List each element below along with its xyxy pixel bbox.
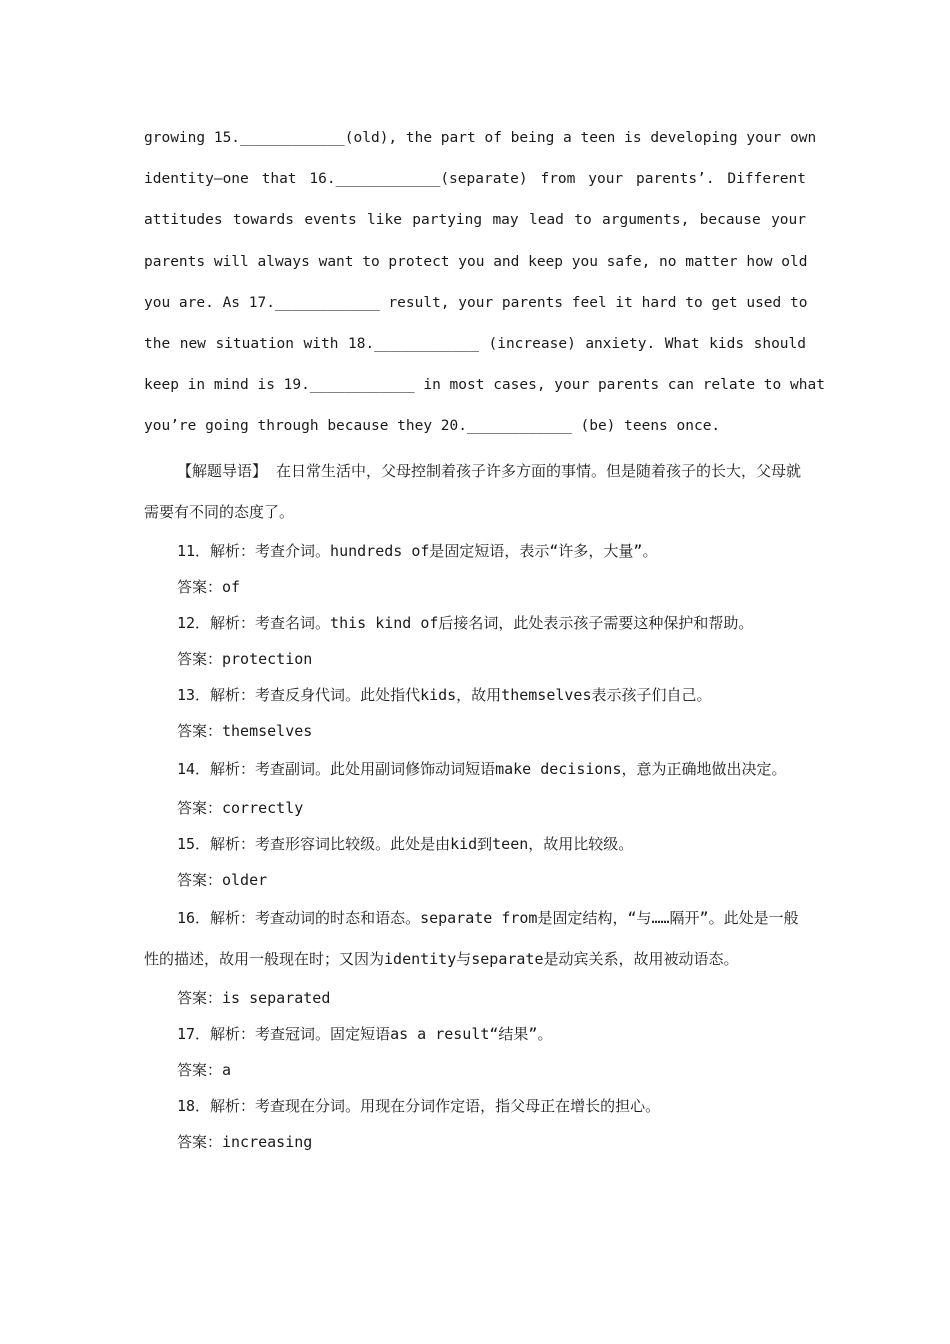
passage-line: the new situation with 18.____________ (increase) anxiety. What kids should	[144, 335, 806, 352]
passage-line: you’re going through because they 20.____________ (be) teens once.	[144, 418, 721, 435]
analysis-item-12: 12．解析：考查名词。this kind of后接名词，此处表示孩子需要这种保护和帮助。	[177, 614, 754, 632]
guide-paragraph: 【解题导语】 在日常生活中，父母控制着孩子许多方面的事情。但是随着孩子的长大，父母就需要有不同的态度了。	[144, 462, 802, 521]
analysis-item-15: 15．解析：考查形容词比较级。此处是由kid到teen，故用比较级。	[177, 835, 634, 853]
analysis-item-14: 14．解析：考查副词。此处用副词修饰动词短语make decisions，意为正确地做出决定。	[177, 760, 787, 778]
passage-line: keep in mind is 19.____________ in most cases, your parents can relate to what	[144, 377, 825, 394]
analysis-section	[144, 451, 806, 1160]
answer-item-15: 答案：older	[177, 871, 268, 889]
analysis-item-16: 16．解析：考查动词的时态和语态。separate from是固定结构，“与……隔开”。此处是一般性的描述，故用一般现在时；又因为identity与separate是动宾关系，故用被动语态。	[144, 909, 799, 968]
answer-item-17: 答案：a	[177, 1061, 232, 1079]
answer-item-11: 答案：of	[177, 578, 241, 596]
passage-text	[144, 118, 825, 448]
analysis-item-18: 18．解析：考查现在分词。用现在分词作定语，指父母正在增长的担心。	[177, 1097, 661, 1115]
answer-item-16: 答案：is separated	[177, 989, 331, 1007]
passage-line: you are. As 17.____________ result, your parents feel it hard to get used to	[144, 294, 808, 311]
answer-item-12: 答案：protection	[177, 650, 313, 668]
answer-item-13: 答案：themselves	[177, 722, 313, 740]
analysis-item-17: 17．解析：考查冠词。固定短语as a result“结果”。	[177, 1025, 553, 1043]
analysis-item-13: 13．解析：考查反身代词。此处指代kids，故用themselves表示孩子们自己。	[177, 686, 712, 704]
answer-item-14: 答案：correctly	[177, 799, 304, 817]
analysis-item-11: 11．解析：考查介词。hundreds of是固定短语，表示“许多，大量”。	[177, 542, 658, 560]
passage-line: identity—one that 16.____________(separate) from your parents’. Different	[144, 171, 806, 188]
passage-line: attitudes towards events like partying may lead to arguments, because your	[144, 212, 806, 229]
answer-item-18: 答案：increasing	[177, 1133, 313, 1151]
passage-line: parents will always want to protect you and keep you safe, no matter how old	[144, 253, 808, 270]
passage-line: growing 15.____________(old), the part of being a teen is developing your own	[144, 130, 817, 146]
